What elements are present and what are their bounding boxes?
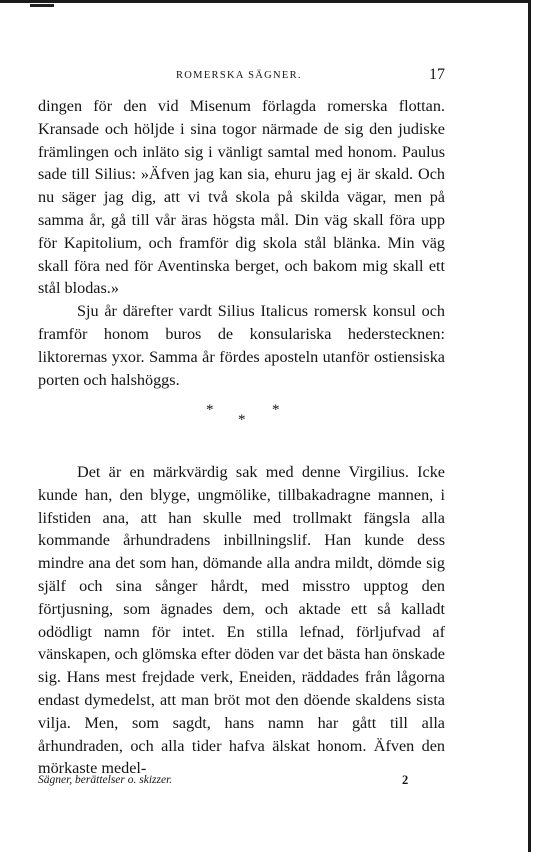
asterisk-left: * — [206, 402, 214, 418]
signature-mark: 2 — [402, 773, 409, 787]
running-title: ROMERSKA SÄGNER. — [176, 70, 302, 81]
text-section-a — [38, 95, 445, 391]
running-head — [0, 68, 531, 88]
paragraph-silius-consul: Sju år därefter vardt Silius Italicus romersk konsul och framför honom buros de konsulariska hederstecknen: liktorernas yxor. Samma år fördes aposteln utanför ostiensiska porten och halshöggs. — [38, 302, 445, 389]
asterisk-middle: * — [238, 412, 246, 428]
page-edge-top — [0, 0, 531, 3]
page-footer — [0, 774, 531, 794]
paragraph-continued: dingen för den vid Misenum förlagda romerska flottan. Kransade och höljde i sina togor närmade de sig den judiske främlingen och inläto sig i vänligt samtal med honom. Paulus sade till Silius: »Äfven jag kan sia, ehuru jag ej är skald. Och nu säger jag dig, att vi två skola på skilda vägar, men på samma år, gå till vår äras högsta mål. Din väg skall föra upp för Kapitolium, och framför dig skola stål blänka. Min väg skall föra ned för Aventinska berget, och bakom mig skall ett stål blodas.» — [38, 97, 445, 298]
page-edge-right — [528, 0, 531, 852]
scan-mark — [30, 4, 54, 7]
section-separator — [200, 400, 290, 440]
page-number: 17 — [429, 66, 445, 83]
asterisk-right: * — [272, 402, 280, 418]
text-section-b — [38, 461, 445, 780]
signature-title: Sägner, berättelser o. skizzer. — [38, 774, 173, 786]
paragraph-virgilius: Det är en märkvärdig sak med denne Virgilius. Icke kunde han, den blyge, ungmölike, tillbakadragne mannen, i lifstiden ana, att han skulle med trollmakt fängsla alla kommande århundradens inbillningslif. Han kunde dess mindre ana det som han, dömande alla andra mildt, dömde sig själf och sina sånger hårdt, med misstro upptog den förtjusning, som ägnades dem, och aktade ett så kalladt odödligt namn för intet. En stilla lefnad, förljufvad af vänskapen, och glömska efter döden var det bästa han önskade sig. Hans mest frejdade verk, Eneiden, räddades från lågorna endast dymedelst, att man bröt mot den döende skaldens sista vilja. Men, som sagdt, hans namn har gått till alla århundraden, och alla tider hafva älskat honom. Äfven den mörkaste medel- — [38, 463, 445, 778]
